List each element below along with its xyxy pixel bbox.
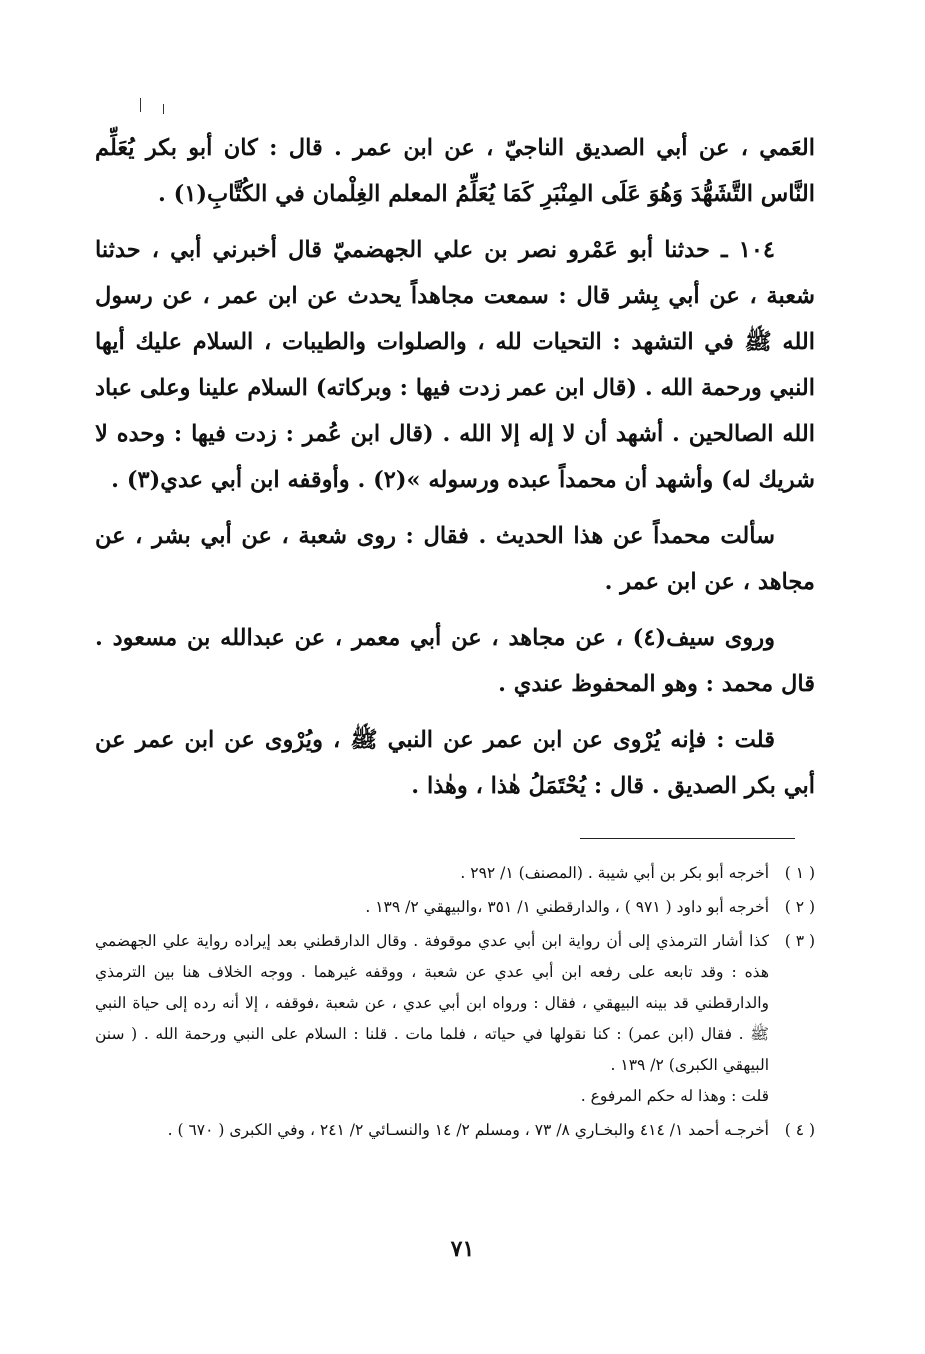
footnote	[95, 858, 815, 889]
paragraph: وروى سيف(٤) ، عن مجاهد ، عن أبي معمر ، عن عبدالله بن مسعود . قال محمد : وهو المحفوظ عندي .	[95, 625, 815, 697]
footnote	[95, 1115, 815, 1146]
footnote-number: ( ٢ )	[784, 898, 815, 916]
paragraph: ١٠٤ ـ حدثنا أبو عَمْرو نصر بن علي الجهضميّ قال أخبرني أبي ، حدثنا شعبة ، عن أبي بِشر قال : سمعت مجاهداً يحدث عن ابن عمر ، عن رسول الله ﷺ في التشهد : التحيات لله ، والصلوات والطيبات ، السلام عليك أيها النبي ورحمة الله . (قال ابن عمر زدت فيها : وبركاته) السلام علينا وعلى عباد الله الصالحين . أشهد أن لا إله إلا الله . (قال ابن عُمر : زدت فيها : وحده لا شريك له) وأشهد أن محمداً عبده ورسوله »(٢) . وأوقفه ابن أبي عدي(٣) .	[94, 237, 815, 493]
main-text	[95, 125, 815, 819]
paragraph: سألت محمداً عن هذا الحديث . فقال : روى شعبة ، عن أبي بشر ، عن مجاهد ، عن ابن عمر .	[95, 523, 815, 595]
footnote-divider	[580, 838, 795, 839]
scan-mark	[140, 98, 141, 112]
paragraph: قلت : فإنه يُرْوى عن ابن عمر عن النبي ﷺ ، ويُرْوى عن ابن عمر عن أبي بكر الصديق . قال : يُحْتَمَلُ هٰذا ، وهٰذا .	[95, 727, 815, 799]
footnote-text: أخرجه أبو بكر بن أبي شيبة . (المصنف) ١/ ٢٩٢ .	[460, 864, 769, 882]
footnote-text: كذا أشار الترمذي إلى أن رواية ابن أبي عدي موقوفة . وقال الدارقطني بعد إيراده رواية علي الجهضمي هذه : وقد تابعه على رفعه ابن أبي عدي عن شعبة ، ووقفه غيرهما . ووجه الخلاف هنا بين الترمذي والدارقطني قد بينه البيهقي ، فقال : ورواه ابن أبي عدي ، عن شعبة ،فوقفه ، إلا أنه رده إلى حياة النبي ﷺ . فقال (ابن عمر) : كنا نقولها في حياته ، فلما مات . قلنا : السلام على النبي ورحمة الله . ( سنن البيهقي الكبرى) ٢/ ١٣٩ .	[95, 932, 769, 1074]
scan-mark	[163, 104, 164, 114]
page-number: ٧١	[450, 1236, 475, 1262]
footnote-note: قلت : وهذا له حكم المرفوع .	[580, 1087, 769, 1105]
footnote-text: أخرجه أبو داود ( ٩٧١ ) ، والدارقطني ١/ ٣٥١ ،والبيهقي ٢/ ١٣٩ .	[365, 898, 769, 916]
paragraph: العَمي ، عن أبي الصديق الناجيّ ، عن ابن عمر . قال : كان أبو بكر يُعَلِّم النَّاس التَّشَهُّدَ وَهُوَ عَلَى المِنْبَرِ كَمَا يُعَلِّمُ المعلم الغِلْمان في الكُتَّابِ(١) .	[95, 135, 815, 207]
footnote-number: ( ٣ )	[784, 932, 815, 950]
footnote-number: ( ٤ )	[784, 1121, 815, 1139]
footnote-number: ( ١ )	[784, 864, 815, 882]
footnotes	[95, 858, 815, 1149]
footnote-text: أخرجـه أحمد ١/ ٤١٤ والبخـاري ٨/ ٧٣ ، ومسلم ٢/ ١٤ والنسـائي ٢/ ٢٤١ ، وفي الكبرى ( ٦٧٠ ) .	[167, 1121, 769, 1139]
footnote	[95, 926, 815, 1112]
footnote	[95, 892, 815, 923]
